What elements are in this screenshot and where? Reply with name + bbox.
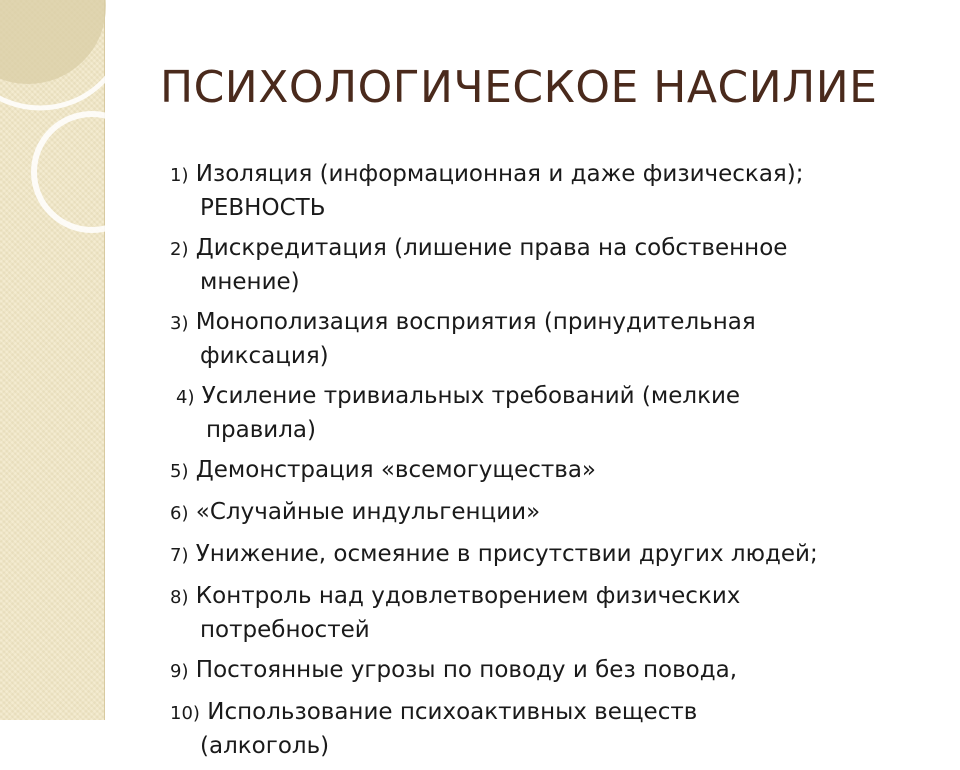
item-text: Унижение, осмеяние в присутствии других людей;: [188, 541, 818, 567]
item-text-continuation: фиксация): [200, 343, 329, 369]
item-text-continuation: мнение): [200, 269, 300, 295]
item-number: 4): [176, 387, 195, 408]
item-text: Монополизация восприятия (принудительная: [188, 309, 756, 335]
list-item: [170, 696, 930, 762]
item-text-continuation: РЕВНОСТЬ: [200, 195, 326, 221]
list-item: [170, 538, 930, 572]
item-number: 2): [170, 239, 189, 260]
decorative-filled-circle: [0, 0, 106, 84]
slide-title: ПСИХОЛОГИЧЕСКОЕ НАСИЛИЕ: [160, 62, 878, 113]
list-item: [170, 580, 930, 646]
decorative-ring-small: [34, 114, 150, 230]
list-item: [170, 654, 930, 688]
item-number: 5): [170, 461, 189, 482]
item-text: «Случайные индульгенции»: [188, 499, 541, 525]
list-item: [170, 380, 930, 446]
item-text: Постоянные угрозы по поводу и без повода,: [188, 657, 738, 683]
item-text-continuation: потребностей: [200, 617, 370, 643]
list-item: [170, 454, 930, 488]
list-item: [170, 306, 930, 372]
item-text: Усиление тривиальных требований (мелкие: [194, 383, 741, 409]
item-number: 10): [170, 703, 200, 724]
item-number: 6): [170, 503, 189, 524]
item-number: 9): [170, 661, 189, 682]
item-text: Демонстрация «всемогущества»: [188, 457, 596, 483]
item-text: Использование психоактивных веществ: [199, 699, 698, 725]
item-text-continuation: (алкоголь): [200, 733, 330, 759]
item-text: Дискредитация (лишение права на собственное: [188, 235, 788, 261]
item-number: 7): [170, 545, 189, 566]
item-text: Изоляция (информационная и даже физическая);: [188, 161, 804, 187]
list-item: [170, 496, 930, 530]
decorative-rings: [0, 0, 120, 260]
item-number: 8): [170, 587, 189, 608]
list-item: [170, 232, 930, 298]
item-text: Контроль над удовлетворением физических: [188, 583, 741, 609]
item-number: 3): [170, 313, 189, 334]
abuse-types-list: [170, 158, 930, 770]
item-text-continuation: правила): [206, 417, 317, 443]
item-number: 1): [170, 165, 189, 186]
list-item: [170, 158, 930, 224]
